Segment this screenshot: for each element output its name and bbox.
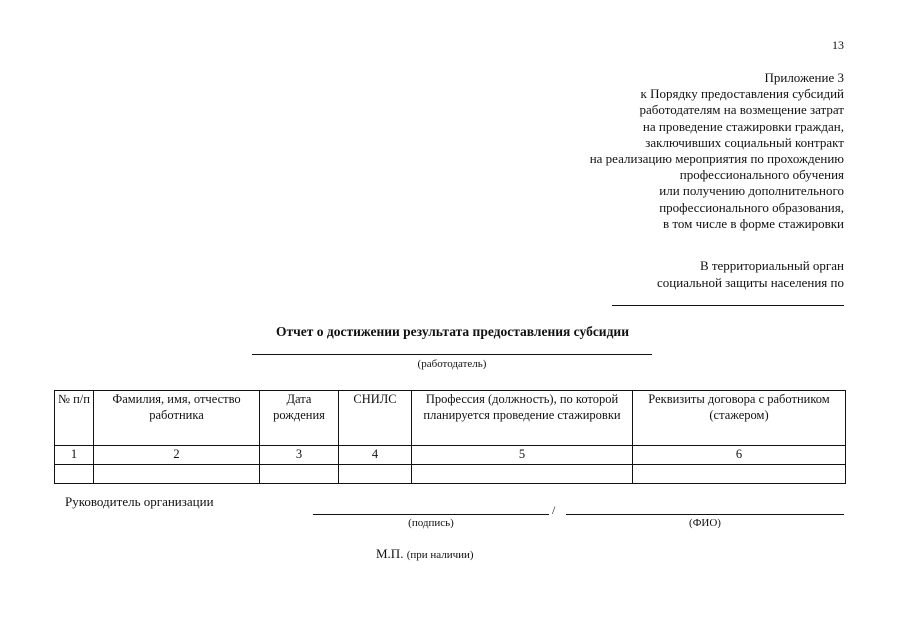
report-title: Отчет о достижении результата предоставления субсидии <box>276 324 629 339</box>
addressee-block <box>470 258 844 291</box>
appendix-line: на проведение стажировки граждан, <box>642 118 844 134</box>
appendix-line: Приложение 3 <box>764 70 844 85</box>
appendix-line: в том числе в форме стажировки <box>663 215 844 231</box>
signature-fill-line[interactable] <box>313 514 549 515</box>
addressee-line-2: социальной защиты населения по <box>657 274 844 290</box>
table-header-row <box>55 391 846 446</box>
header-cell-contract-details: Реквизиты договора с работником (стажером) <box>633 391 846 446</box>
report-table <box>54 390 846 484</box>
stamp-note: (при наличии) <box>406 549 474 561</box>
appendix-line: заключивших социальный контракт <box>645 134 844 150</box>
table-cell[interactable] <box>339 464 412 483</box>
stamp-label: М.П. <box>376 546 404 561</box>
employer-caption: (работодатель) <box>417 358 487 370</box>
employer-fill-line[interactable] <box>252 354 652 355</box>
stamp-placeholder <box>376 546 474 562</box>
signer-label: Руководитель организации <box>65 494 214 509</box>
header-cell-snils: СНИЛС <box>339 391 412 446</box>
column-number-cell: 3 <box>260 446 339 465</box>
header-cell-number: № п/п <box>55 391 94 446</box>
table-cell[interactable] <box>412 464 633 483</box>
appendix-line: на реализацию мероприятия по прохождению <box>589 151 844 167</box>
table-number-row <box>55 446 846 465</box>
appendix-line: к Порядку предоставления субсидий <box>640 86 844 102</box>
appendix-line: или получению дополнительного <box>659 183 844 199</box>
table-cell[interactable] <box>55 464 94 483</box>
addressee-fill-line[interactable] <box>612 305 844 306</box>
appendix-header <box>470 70 844 232</box>
column-number-cell: 1 <box>55 446 94 465</box>
header-cell-profession: Профессия (должность), по которой планируется проведение стажировки <box>412 391 633 446</box>
column-number-cell: 4 <box>339 446 412 465</box>
header-cell-birth-date: Дата рождения <box>260 391 339 446</box>
column-number-cell: 2 <box>94 446 260 465</box>
column-number-cell: 6 <box>633 446 846 465</box>
fio-caption: (ФИО) <box>689 517 721 529</box>
appendix-line: профессионального обучения <box>679 167 844 183</box>
table-row <box>55 464 846 483</box>
appendix-line: работодателям на возмещение затрат <box>639 102 844 118</box>
table-cell[interactable] <box>94 464 260 483</box>
column-number-cell: 5 <box>412 446 633 465</box>
appendix-line: профессионального образования, <box>659 199 844 215</box>
table-cell[interactable] <box>260 464 339 483</box>
addressee-line-1: В территориальный орган <box>699 258 844 273</box>
signature-separator: / <box>552 503 556 517</box>
page-number: 13 <box>832 38 844 52</box>
table-cell[interactable] <box>633 464 846 483</box>
fio-fill-line[interactable] <box>566 514 844 515</box>
header-cell-full-name: Фамилия, имя, отчество работника <box>94 391 260 446</box>
signature-caption: (подпись) <box>408 517 454 529</box>
